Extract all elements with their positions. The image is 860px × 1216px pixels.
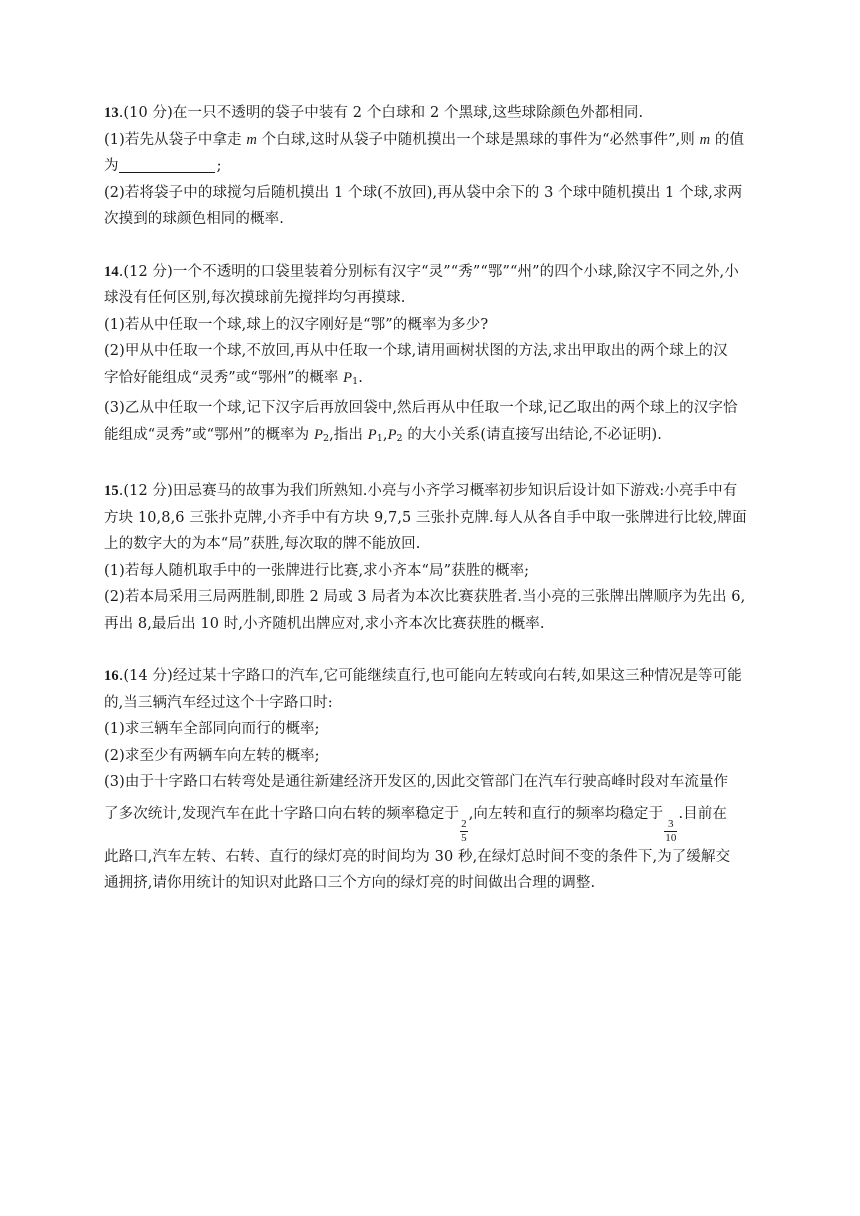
problem-16-stem: 16.(14 分)经过某十字路口的汽车,它可能继续直行,也可能向左转或向右转,如果这三种情况是等可能 xyxy=(104,668,742,684)
problem-14-part3: (3)乙从中任取一个球,记下汉字后再放回袋中,然后再从中任取一个球,记乙取出的两个球上的汉字恰 xyxy=(104,400,738,416)
problem-14 xyxy=(104,259,760,453)
problem-14-part1: (1)若从中任取一个球,球上的汉字刚好是“鄂”的概率为多少? xyxy=(104,316,489,333)
problem-15-stem: 15.(12 分)田忌赛马的故事为我们所熟知.小亮与小齐学习概率初步知识后设计如下游戏:小亮手中有 xyxy=(104,483,738,499)
problem-16-part3-cont: 了多次统计,发现汽车在此十字路口向右转的频率稳定于 $\frac{2}{5}$ ,向左转和直行的频率均稳定于 $\frac{3}{10}$ .目前在 xyxy=(104,805,727,844)
problem-15-part1: (1)若每人随机取手中的一张牌进行比赛,求小齐本“局”获胜的概率; xyxy=(104,562,530,579)
exam-page xyxy=(104,100,760,923)
problem-14-part2: (2)甲从中任取一个球,不放回,再从中任取一个球,请用画树状图的方法,求出甲取出的两个球上的汉 xyxy=(104,343,728,359)
problem-16-part3-cont3: 通拥挤,请你用统计的知识对此路口三个方向的绿灯亮的时间做出合理的调整. xyxy=(104,875,596,891)
fraction-three-tenths: $\frac{3}{10}$ xyxy=(665,817,677,844)
problem-13-part2-cont: 次摸到的球颜色相同的概率. xyxy=(104,211,284,227)
problem-15-part2-cont: 再出 8,最后出 10 时,小齐随机出牌应对,求小齐本次比赛获胜的概率. xyxy=(104,615,545,632)
problem-16-part3: (3)由于十字路口右转弯处是通往新建经济开发区的,因此交管部门在汽车行驶高峰时段对车流量作 xyxy=(104,774,729,790)
problem-13-stem: 13.(10 分)在一只不透明的袋子中装有 2 个白球和 2 个黑球,这些球除颜色外都相同. xyxy=(104,105,644,121)
problem-15 xyxy=(104,478,760,637)
problem-number: 14 xyxy=(104,263,119,280)
problem-13-part1-answer: 为 ; xyxy=(104,158,222,174)
fraction-two-fifths: $\frac{2}{5}$ xyxy=(461,817,467,844)
problem-16-part3-cont2: 此路口,汽车左转、右转、直行的绿灯亮的时间均为 30 秒,在绿灯总时间不变的条件下,为了缓解交 xyxy=(104,848,731,865)
problem-number: 16 xyxy=(104,668,119,684)
problem-14-part3-cont: 能组成“灵秀”或“鄂州”的概率为 $P_2$,指出 $P_1,P_2$ 的大小关系(请直接写出结论,不必证明). xyxy=(104,426,662,444)
problem-14-stem: 14.(12 分)一个不透明的口袋里装着分别标有汉字“灵”“秀”“鄂”“州”的四个小球,除汉字不同之外,小 xyxy=(104,263,739,280)
problem-15-stem-cont2: 上的数字大的为本“局”获胜,每次取的牌不能放回. xyxy=(104,536,421,552)
problem-number: 13 xyxy=(104,105,119,121)
problem-15-stem-cont: 方块 10,8,6 三张扑克牌,小齐手中有方块 9,7,5 三张扑克牌.每人从各自手中取一张牌进行比较,牌面 xyxy=(104,509,747,526)
answer-blank[interactable] xyxy=(119,158,215,173)
problem-number: 15 xyxy=(104,483,119,499)
problem-16 xyxy=(104,663,760,897)
problem-14-stem-cont: 球没有任何区别,每次摸球前先搅拌均匀再摸球. xyxy=(104,290,406,306)
problem-16-part2: (2)求至少有两辆车向左转的概率; xyxy=(104,747,320,764)
problem-13 xyxy=(104,100,760,233)
problem-15-part2: (2)若本局采用三局两胜制,即胜 2 局或 3 局者为本次比赛获胜者.当小亮的三张牌出牌顺序为先出 6, xyxy=(104,589,746,605)
problem-14-part2-cont: 字恰好能组成“灵秀”或“鄂州”的概率 $P_1$. xyxy=(104,369,364,387)
problem-13-part1: (1)若先从袋子中拿走 m 个白球,这时从袋子中随机摸出一个球是黑球的事件为“必然事件”,则 m 的值 xyxy=(104,131,745,148)
problem-16-stem-cont: 的,当三辆汽车经过这个十字路口时: xyxy=(104,694,333,711)
problem-13-part2: (2)若将袋子中的球搅匀后随机摸出 1 个球(不放回),再从袋中余下的 3 个球中随机摸出 1 个球,求两 xyxy=(104,184,743,201)
problem-16-part1: (1)求三辆车全部同向而行的概率; xyxy=(104,721,320,737)
